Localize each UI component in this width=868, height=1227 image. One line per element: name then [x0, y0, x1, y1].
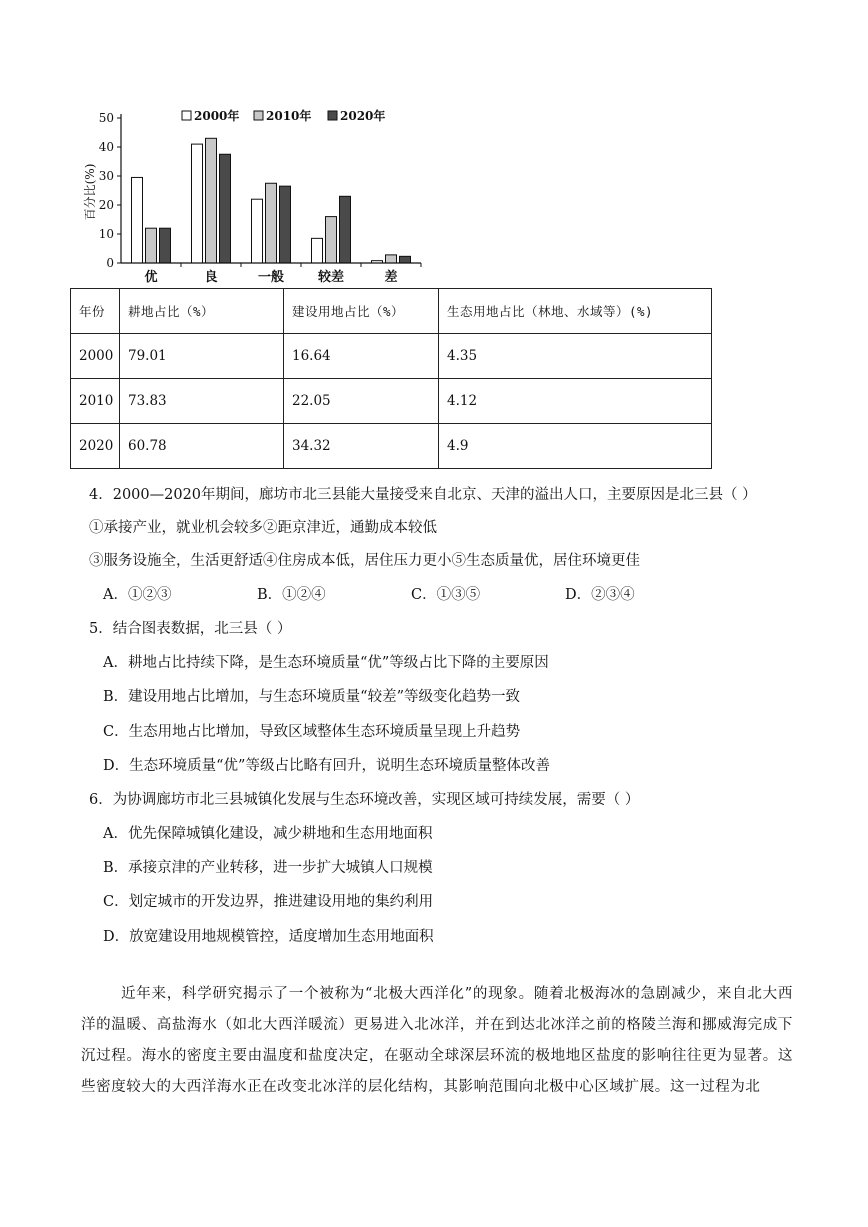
table-cell: 2020 [71, 424, 120, 469]
table-header-cell: 生态用地占比（林地、水域等）(%) [439, 289, 712, 334]
bar-2010年 [326, 217, 337, 263]
table-cell: 2000 [71, 334, 120, 379]
x-tick-label: 差 [384, 270, 398, 285]
option-b[interactable]: B．建设用地占比增加，与生态环境质量“较差”等级变化趋势一致 [103, 689, 520, 705]
option-c[interactable]: C．①③⑤ [411, 587, 481, 603]
y-tick-label: 30 [98, 169, 114, 183]
option-a[interactable]: A．耕地占比持续下降，是生态环境质量“优”等级占比下降的主要原因 [103, 655, 549, 671]
table-cell: 73.83 [120, 379, 284, 424]
question-4-statement-line-2: ③服务设施全，生活更舒适④住房成本低，居住压力更小⑤生态质量优，居住环境更佳 [89, 553, 640, 569]
bar-2000年 [252, 199, 263, 263]
x-tick-label: 一般 [257, 270, 285, 285]
bar-2020年 [220, 154, 231, 263]
chart-legend [182, 108, 385, 123]
question-6-stem: 6．为协调廊坊市北三县城镇化发展与生态环境改善，实现区域可持续发展，需要（ ） [89, 792, 640, 808]
reading-passage: 近年来，科学研究揭示了一个被称为“北极大西洋化”的现象。随着北极海冰的急剧减少，来自北大西洋的温暖、高盐海水（如北大西洋暖流）更易进入北冰洋，并在到达北冰洋之前的格陵兰海和挪威海完成下沉过程。海水的密度主要由温度和盐度决定，在驱动全球深层环流的极地地区盐度的影响往往更为显著。这些密度较大的大西洋海水正在改变北冰洋的层化结构，其影响范围向北极中心区域扩展。这一过程为北 [81, 986, 793, 1095]
bar-2020年 [340, 196, 351, 263]
land-quality-bar-chart [70, 100, 430, 288]
table-cell: 34.32 [284, 424, 439, 469]
question-4-stem: 4．2000—2020年期间，廊坊市北三县能大量接受来自北京、天津的溢出人口，主要原因是北三县（ ） [89, 487, 757, 503]
table-header-cell: 耕地占比（%） [120, 289, 284, 334]
table-header-row [71, 289, 712, 334]
table-row [71, 379, 712, 424]
table-cell: 22.05 [284, 379, 439, 424]
x-axis [121, 263, 421, 285]
bar-2010年 [266, 183, 277, 263]
y-tick-label: 40 [98, 140, 114, 154]
option-d[interactable]: D．放宽建设用地规模管控，适度增加生态用地面积 [103, 929, 434, 945]
y-tick-label: 0 [106, 256, 114, 270]
bar-2010年 [146, 228, 157, 263]
bar-2020年 [160, 228, 171, 263]
bar-2020年 [280, 186, 291, 263]
bar-2000年 [192, 144, 203, 263]
table-cell: 2010 [71, 379, 120, 424]
table-cell: 60.78 [120, 424, 284, 469]
y-tick-label: 10 [98, 227, 114, 241]
legend-swatch [254, 111, 263, 120]
table-row [71, 334, 712, 379]
y-tick-label: 50 [98, 111, 114, 125]
legend-label: 2020年 [340, 109, 386, 123]
question-4-statement-line-1: ①承接产业，就业机会较多②距京津近，通勤成本较低 [89, 520, 437, 536]
table-cell: 4.9 [439, 424, 712, 469]
x-tick-label: 良 [204, 270, 218, 285]
option-b[interactable]: B．①②④ [257, 587, 326, 603]
question-5-stem: 5．结合图表数据，北三县（ ） [89, 621, 292, 637]
legend-swatch [328, 111, 337, 120]
option-d[interactable]: D．②③④ [565, 587, 635, 603]
option-d[interactable]: D．生态环境质量“优”等级占比略有回升，说明生态环境质量整体改善 [103, 758, 550, 774]
option-a[interactable]: A．优先保障城镇化建设，减少耕地和生态用地面积 [103, 826, 433, 842]
x-tick-label: 较差 [317, 270, 345, 285]
bars-group [132, 138, 411, 263]
bar-2000年 [132, 177, 143, 263]
bar-2000年 [312, 238, 323, 263]
bar-2020年 [400, 256, 411, 263]
table-row [71, 424, 712, 469]
option-c[interactable]: C．生态用地占比增加，导致区域整体生态环境质量呈现上升趋势 [103, 724, 521, 740]
bar-2010年 [386, 255, 397, 263]
legend-swatch [182, 111, 191, 120]
table-cell: 4.12 [439, 379, 712, 424]
land-use-table [70, 288, 712, 469]
bar-2010年 [206, 138, 217, 263]
option-c[interactable]: C．划定城市的开发边界，推进建设用地的集约利用 [103, 894, 434, 910]
y-axis-label: 百分比(%) [83, 163, 97, 221]
option-a[interactable]: A．①②③ [103, 587, 172, 603]
option-b[interactable]: B．承接京津的产业转移，进一步扩大城镇人口规模 [103, 860, 433, 876]
table-header-cell: 建设用地占比（%） [284, 289, 439, 334]
table-cell: 4.35 [439, 334, 712, 379]
question-4-options [103, 583, 719, 604]
table-cell: 79.01 [120, 334, 284, 379]
legend-label: 2000年 [194, 109, 240, 123]
y-axis [99, 111, 121, 270]
x-tick-label: 优 [144, 270, 158, 285]
table-header-cell: 年份 [71, 289, 120, 334]
legend-label: 2010年 [266, 109, 312, 123]
table-cell: 16.64 [284, 334, 439, 379]
y-tick-label: 20 [98, 198, 114, 212]
